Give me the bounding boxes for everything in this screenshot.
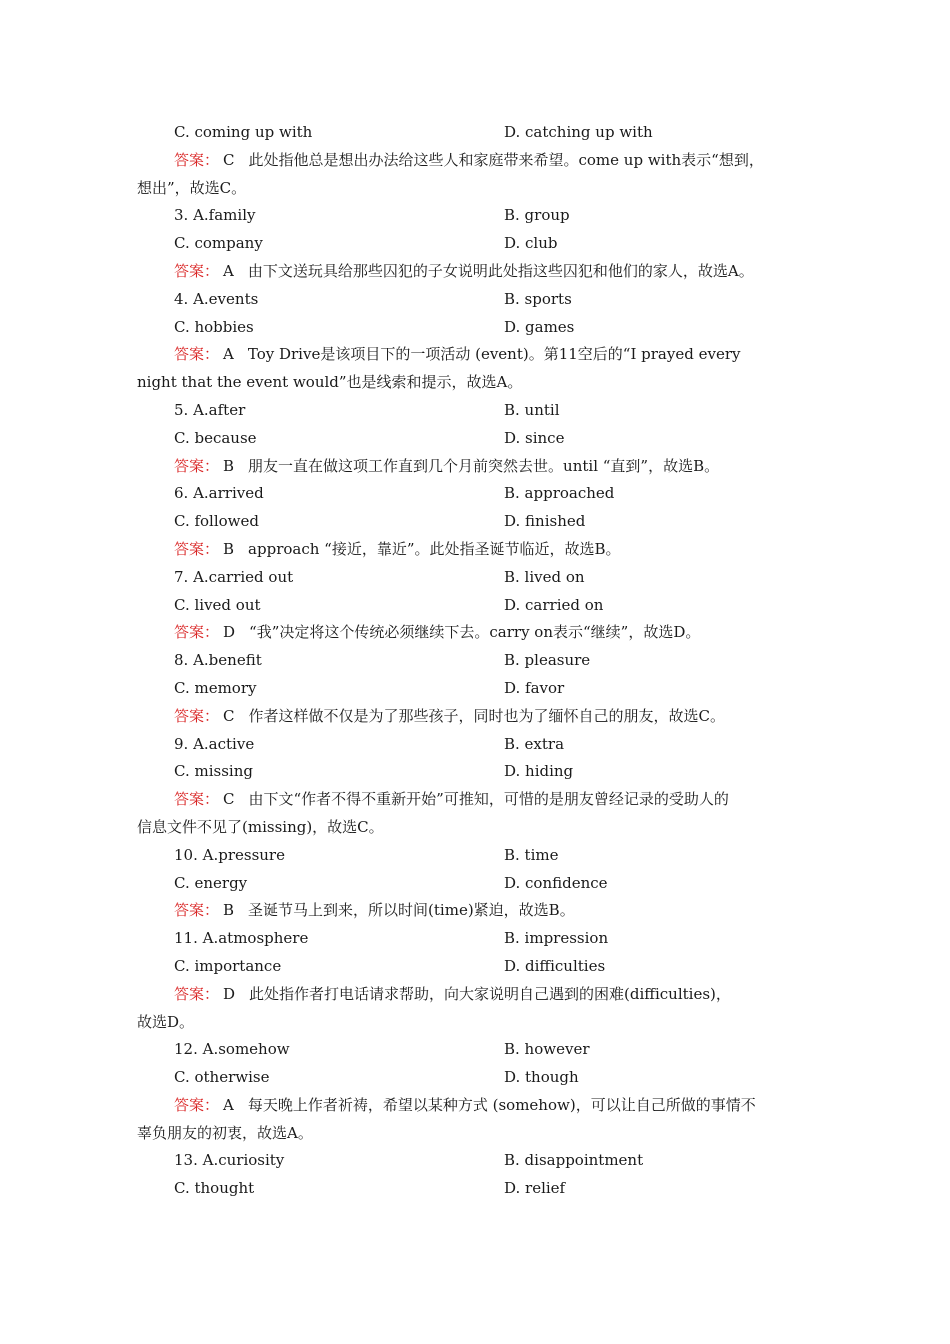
option-left: C. otherwise xyxy=(174,1068,270,1087)
answer-line xyxy=(137,897,817,925)
option-right: B. until xyxy=(504,400,560,419)
option-right: B. approached xyxy=(504,484,615,503)
option-left: C. thought xyxy=(174,1179,255,1198)
option-right: B. pleasure xyxy=(504,651,591,670)
option-right: D. games xyxy=(504,317,575,336)
option-right: D. hiding xyxy=(504,762,574,781)
option-left: C. lived out xyxy=(174,595,261,614)
answer-explanation: “我”决定将这个传统必须继续下去。carry on表示“继续”，故选D。 xyxy=(249,623,701,642)
answer-line xyxy=(137,453,817,481)
option-right: B. disappointment xyxy=(504,1151,644,1170)
answer-explanation: approach “接近，靠近”。此处指圣诞节临近，故选B。 xyxy=(248,539,621,558)
answer-explanation: 作者这样做不仅是为了那些孩子，同时也为了缅怀自己的朋友，故选C。 xyxy=(248,706,725,725)
answer-line xyxy=(137,258,817,286)
answer-explanation: 此处指作者打电话请求帮助，向大家说明自己遇到的困难(difficulties)， xyxy=(249,984,731,1003)
option-left: C. missing xyxy=(174,762,253,781)
answer-label: 答案： xyxy=(174,261,220,280)
option-right: D. favor xyxy=(504,678,565,697)
answer-explanation-cont: 想出”，故选C。 xyxy=(137,178,247,197)
answer-letter: D xyxy=(223,984,236,1003)
answer-letter: C xyxy=(223,150,235,169)
answer-label: 答案： xyxy=(174,456,220,475)
option-row xyxy=(137,397,817,425)
answer-explanation-cont: 故选D。 xyxy=(137,1012,195,1031)
option-right: D. catching up with xyxy=(504,123,653,141)
option-row xyxy=(137,925,817,953)
option-left: 3. A.family xyxy=(174,206,256,225)
answer-label: 答案： xyxy=(174,706,220,725)
answer-explanation: 由下文“作者不得不重新开始”可推知，可惜的是朋友曾经记录的受助人的 xyxy=(248,790,729,809)
answer-line xyxy=(137,981,817,1009)
answer-explanation-cont: 信息文件不见了(missing)，故选C。 xyxy=(137,817,384,836)
option-row xyxy=(137,1064,817,1092)
option-row xyxy=(137,842,817,870)
option-left: 9. A.active xyxy=(174,734,255,753)
answer-explanation-cont: night that the event would”也是线索和提示，故选A。 xyxy=(137,373,523,392)
option-row xyxy=(137,314,817,342)
answer-letter: A xyxy=(223,261,234,280)
option-left: 12. A.somehow xyxy=(174,1040,290,1059)
answer-line xyxy=(137,536,817,564)
option-right: D. club xyxy=(504,234,558,253)
option-left: C. company xyxy=(174,234,263,253)
option-row xyxy=(137,286,817,314)
answer-continuation xyxy=(137,1120,817,1148)
answer-label: 答案： xyxy=(174,150,220,169)
answer-letter: A xyxy=(223,345,234,364)
option-row xyxy=(137,230,817,258)
option-row xyxy=(137,953,817,981)
answer-letter: C xyxy=(223,790,235,809)
option-row xyxy=(137,758,817,786)
option-right: B. time xyxy=(504,845,559,864)
option-row xyxy=(137,508,817,536)
option-left: 10. A.pressure xyxy=(174,845,285,864)
answer-label: 答案： xyxy=(174,539,220,558)
option-row xyxy=(137,480,817,508)
option-right: B. extra xyxy=(504,734,565,753)
answer-line xyxy=(137,341,817,369)
option-right: D. finished xyxy=(504,512,586,531)
option-left: C. hobbies xyxy=(174,317,254,336)
option-right: D. difficulties xyxy=(504,956,606,975)
answer-continuation xyxy=(137,814,817,842)
exercise-content xyxy=(137,119,817,1203)
answer-line xyxy=(137,147,817,175)
answer-explanation: Toy Drive是该项目下的一项活动 (event)。第11空后的“I prayed every xyxy=(247,345,741,364)
option-left: C. energy xyxy=(174,873,248,892)
answer-line xyxy=(137,786,817,814)
answer-label: 答案： xyxy=(174,1095,220,1114)
option-left: 5. A.after xyxy=(174,400,246,419)
option-row xyxy=(137,1147,817,1175)
option-right: B. sports xyxy=(504,289,572,308)
option-row xyxy=(137,675,817,703)
answer-continuation xyxy=(137,1009,817,1037)
option-right: D. relief xyxy=(504,1179,566,1198)
option-right: D. confidence xyxy=(504,873,608,892)
option-left: C. importance xyxy=(174,956,282,975)
option-left: C. coming up with xyxy=(174,123,313,141)
answer-letter: A xyxy=(223,1095,234,1114)
option-row xyxy=(137,119,817,147)
answer-letter: B xyxy=(223,901,235,920)
answer-label: 答案： xyxy=(174,901,220,920)
answer-line xyxy=(137,619,817,647)
answer-line xyxy=(137,703,817,731)
option-row xyxy=(137,1036,817,1064)
option-left: 13. A.curiosity xyxy=(174,1151,285,1170)
option-right: D. carried on xyxy=(504,595,604,614)
answer-label: 答案： xyxy=(174,984,220,1003)
option-row xyxy=(137,592,817,620)
answer-explanation: 圣诞节马上到来，所以时间(time)紧迫，故选B。 xyxy=(248,901,575,920)
answer-label: 答案： xyxy=(174,790,220,809)
answer-explanation: 每天晚上作者祈祷，希望以某种方式 (somehow)，可以让自己所做的事情不 xyxy=(247,1095,756,1114)
answer-explanation: 由下文送玩具给那些囚犯的子女说明此处指这些囚犯和他们的家人，故选A。 xyxy=(247,261,754,280)
answer-label: 答案： xyxy=(174,623,220,642)
option-right: B. group xyxy=(504,206,570,225)
answer-explanation: 此处指他总是想出办法给这些人和家庭带来希望。come up with表示“想到， xyxy=(248,150,764,169)
answer-explanation-cont: 辜负朋友的初衷，故选A。 xyxy=(137,1123,313,1142)
answer-explanation: 朋友一直在做这项工作直到几个月前突然去世。until “直到”，故选B。 xyxy=(248,456,720,475)
option-right: B. however xyxy=(504,1040,590,1059)
option-left: 8. A.benefit xyxy=(174,651,262,670)
answer-continuation xyxy=(137,369,817,397)
option-right: D. though xyxy=(504,1068,579,1087)
option-row xyxy=(137,1175,817,1203)
option-left: 6. A.arrived xyxy=(174,484,264,503)
option-left: 7. A.carried out xyxy=(174,567,294,586)
option-row xyxy=(137,647,817,675)
answer-letter: B xyxy=(223,456,235,475)
option-right: B. impression xyxy=(504,929,609,948)
option-row xyxy=(137,564,817,592)
option-left: C. because xyxy=(174,428,257,447)
option-row xyxy=(137,870,817,898)
option-left: 4. A.events xyxy=(174,289,259,308)
option-left: C. followed xyxy=(174,512,260,531)
option-right: D. since xyxy=(504,428,565,447)
option-row xyxy=(137,425,817,453)
answer-letter: B xyxy=(223,539,235,558)
answer-letter: D xyxy=(223,623,236,642)
answer-label: 答案： xyxy=(174,345,220,364)
option-left: C. memory xyxy=(174,678,257,697)
answer-line xyxy=(137,1092,817,1120)
option-right: B. lived on xyxy=(504,567,585,586)
option-row xyxy=(137,202,817,230)
answer-letter: C xyxy=(223,706,235,725)
option-row xyxy=(137,731,817,759)
answer-continuation xyxy=(137,175,817,203)
option-left: 11. A.atmosphere xyxy=(174,929,309,948)
